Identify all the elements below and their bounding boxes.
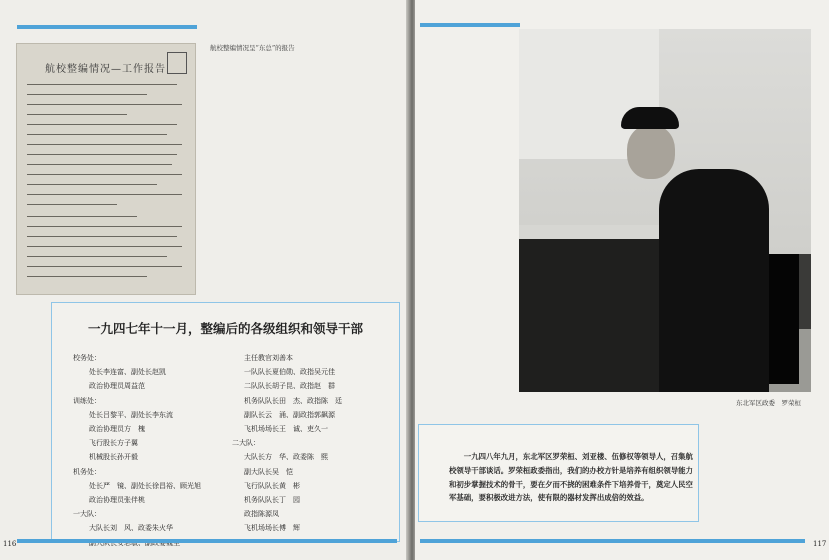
page-number-right: 117 — [813, 540, 827, 548]
roster-line: 政治协理员张伴桃 — [89, 496, 145, 505]
roster-line: 一队队长夏伯勋、政指吴元佳 — [244, 368, 335, 377]
roster-line: 处长李连富、副处长赵凯 — [89, 368, 166, 377]
page-number-left: 116 — [3, 540, 17, 548]
top-accent-bar — [17, 25, 197, 29]
roster-line: 机务队队长田 杰、政指陈 廷 — [244, 396, 342, 405]
bottom-accent-bar — [17, 539, 397, 543]
photo-caption: 东北军区政委 罗荣桓 — [736, 399, 801, 407]
top-accent-bar — [420, 23, 520, 27]
roster-line: 机务处： — [73, 467, 101, 476]
roster-line: 处长吕黎平、副处长李东流 — [89, 410, 173, 419]
roster-line: 飞机场场长王 诚、吏久一 — [244, 425, 328, 434]
roster-line: 政指陈源凤 — [244, 510, 279, 519]
roster-box — [51, 302, 400, 542]
narrative-text: 一九四八年九月，东北军区罗荣桓、刘亚楼、伍修权等领导人，召集航校领导干部谈话。罗荣桓政委指出，我们的办校方针是培养有组织领导能力和初步掌握技术的骨干，要在夕而不挠的困难条件下培养骨干，奠定人民空军基础，要积极改进方法，使有限的器材发挥出成倍的效益。 — [449, 452, 693, 503]
roster-line: 一大队： — [73, 510, 101, 519]
scan-caption: 航校整编情况呈“东总”的报告 — [210, 44, 295, 52]
roster-line: 副队长云 涌、副政指郭飙源 — [244, 410, 335, 419]
roster-line: 主任教官刘善本 — [244, 354, 293, 362]
scan-title: 航校整编情况—工作报告 — [45, 64, 166, 75]
roster-line: 二大队： — [232, 439, 260, 448]
roster-right-column — [232, 351, 342, 536]
roster-line: 机务队队长丁 园 — [244, 496, 300, 505]
roster-line: 机械股长孙开毅 — [89, 453, 138, 462]
roster-line: 政治协理员方 槐 — [89, 425, 145, 434]
roster-line: 副大队长吴 恺 — [244, 467, 293, 476]
roster-line: 飞机场场长傅 辉 — [244, 524, 300, 533]
roster-line: 政治协理员周益范 — [89, 382, 145, 391]
roster-line: 校务处： — [73, 354, 101, 362]
roster-title: 一九四七年十一月，整编后的各级组织和领导干部 — [87, 321, 363, 336]
roster-line: 飞行队队长黄 彬 — [244, 481, 300, 490]
portrait-photo — [519, 29, 811, 392]
roster-line: 训练处： — [73, 396, 101, 405]
roster-line: 大队长方 华、政委陈 熙 — [244, 453, 328, 462]
roster-line: 大队长刘 风、政委朱火华 — [89, 524, 173, 533]
roster-line: 处长严 镜、副处长徐昌裕、顾光旭 — [89, 481, 201, 490]
roster-left-column — [73, 351, 201, 550]
right-page — [415, 0, 829, 560]
stamp-icon — [167, 52, 187, 74]
narrative-box — [418, 424, 699, 522]
bottom-accent-bar — [420, 539, 805, 543]
roster-line: 二队队长胡子昆、政指赵 群 — [244, 382, 335, 391]
left-page — [0, 0, 409, 560]
scanned-report-document — [16, 43, 196, 295]
roster-line: 飞行股长方子翼 — [89, 439, 138, 448]
